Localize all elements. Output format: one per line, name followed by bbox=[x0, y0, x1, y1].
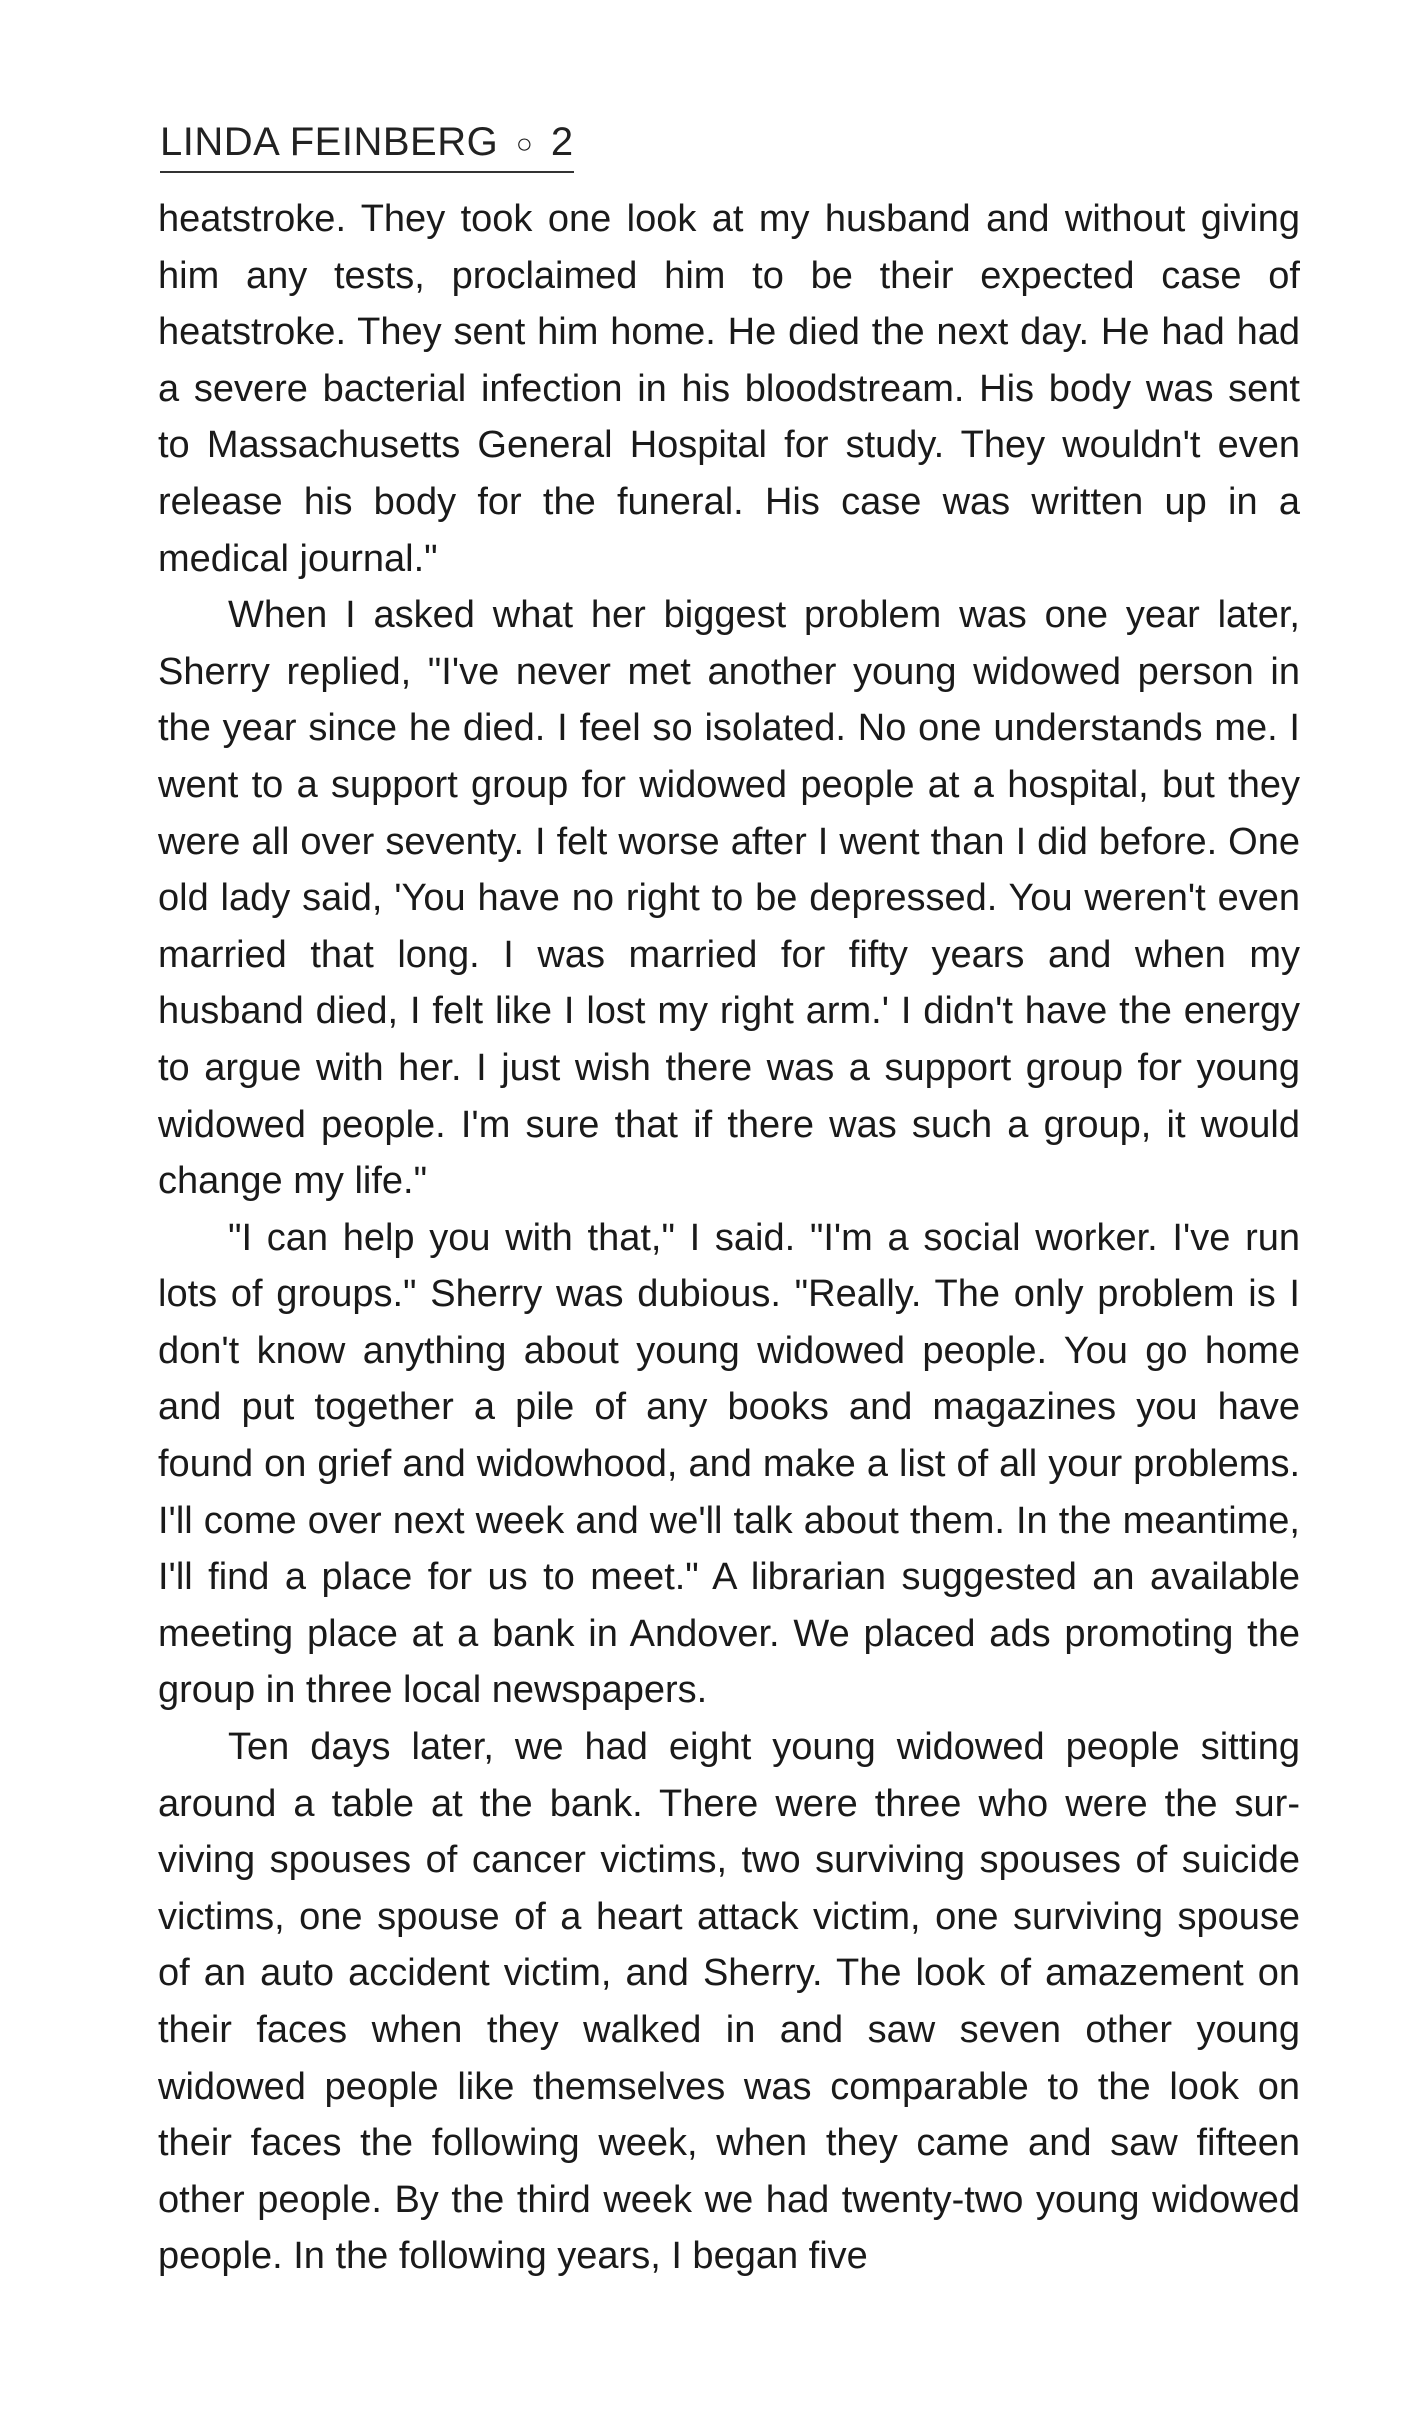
running-head bbox=[160, 120, 574, 173]
page-number: 2 bbox=[550, 120, 574, 164]
paragraph: "I can help you with that," I said. "I'm a social worker. I've run lots of groups." Sherry was dubious. "Really. The only problem is I don't know anything about young widowed people. You go home and put together a pile of any books and magazines you have found on grief and widowhood, and make a list of all your problems. I'll come over next week and we'll talk about them. In the meantime, I'll find a place for us to meet." A librarian suggested an available meeting place at a bank in Andover. We placed ads promoting the group in three local newspapers. bbox=[158, 1216, 1300, 1712]
author-name: LINDA FEINBERG bbox=[160, 120, 499, 164]
paragraph: When I asked what her biggest problem was one year later, Sherry replied, "I've never met another young widowed person in the year since he died. I feel so isolated. No one understands me. I went to a support group for widowed people at a hospital, but they were all over seventy. I felt worse after I went than I did before. One old lady said, 'You have no right to be depressed. You weren't even married that long. I was married for fifty years and when my husband died, I felt like I lost my right arm.' I didn't have the energy to argue with her. I just wish there was a support group for young widowed people. I'm sure that if there was such a group, it would change my life." bbox=[158, 594, 1300, 1203]
separator-glyph: ○ bbox=[515, 128, 534, 160]
paragraph: Ten days later, we had eight young widowed people sitting around a table at the bank. There were three who were the surviving spouses of cancer victims, two surviving spouses of suicide victims, one spouse of a heart attack victim, one surviving spouse of an auto accident victim, and Sherry. The look of amazement on their faces when they walked in and saw seven other young widowed people like themselves was comparable to the look on their faces the following week, when they came and saw fifteen other people. By the third week we had twenty-two young widowed people. In the following years, I began five bbox=[158, 1726, 1300, 2278]
book-page bbox=[158, 120, 1300, 2285]
paragraph-continued: heatstroke. They took one look at my husband and without giving him any tests, proclaimed him to be their expected case of heatstroke. They sent him home. He died the next day. He had had a severe bacterial infection in his bloodstream. His body was sent to Massachusetts General Hospital for study. They wouldn't even release his body for the funeral. His case was written up in a medical journal." bbox=[158, 198, 1300, 580]
body-text bbox=[158, 191, 1300, 2285]
